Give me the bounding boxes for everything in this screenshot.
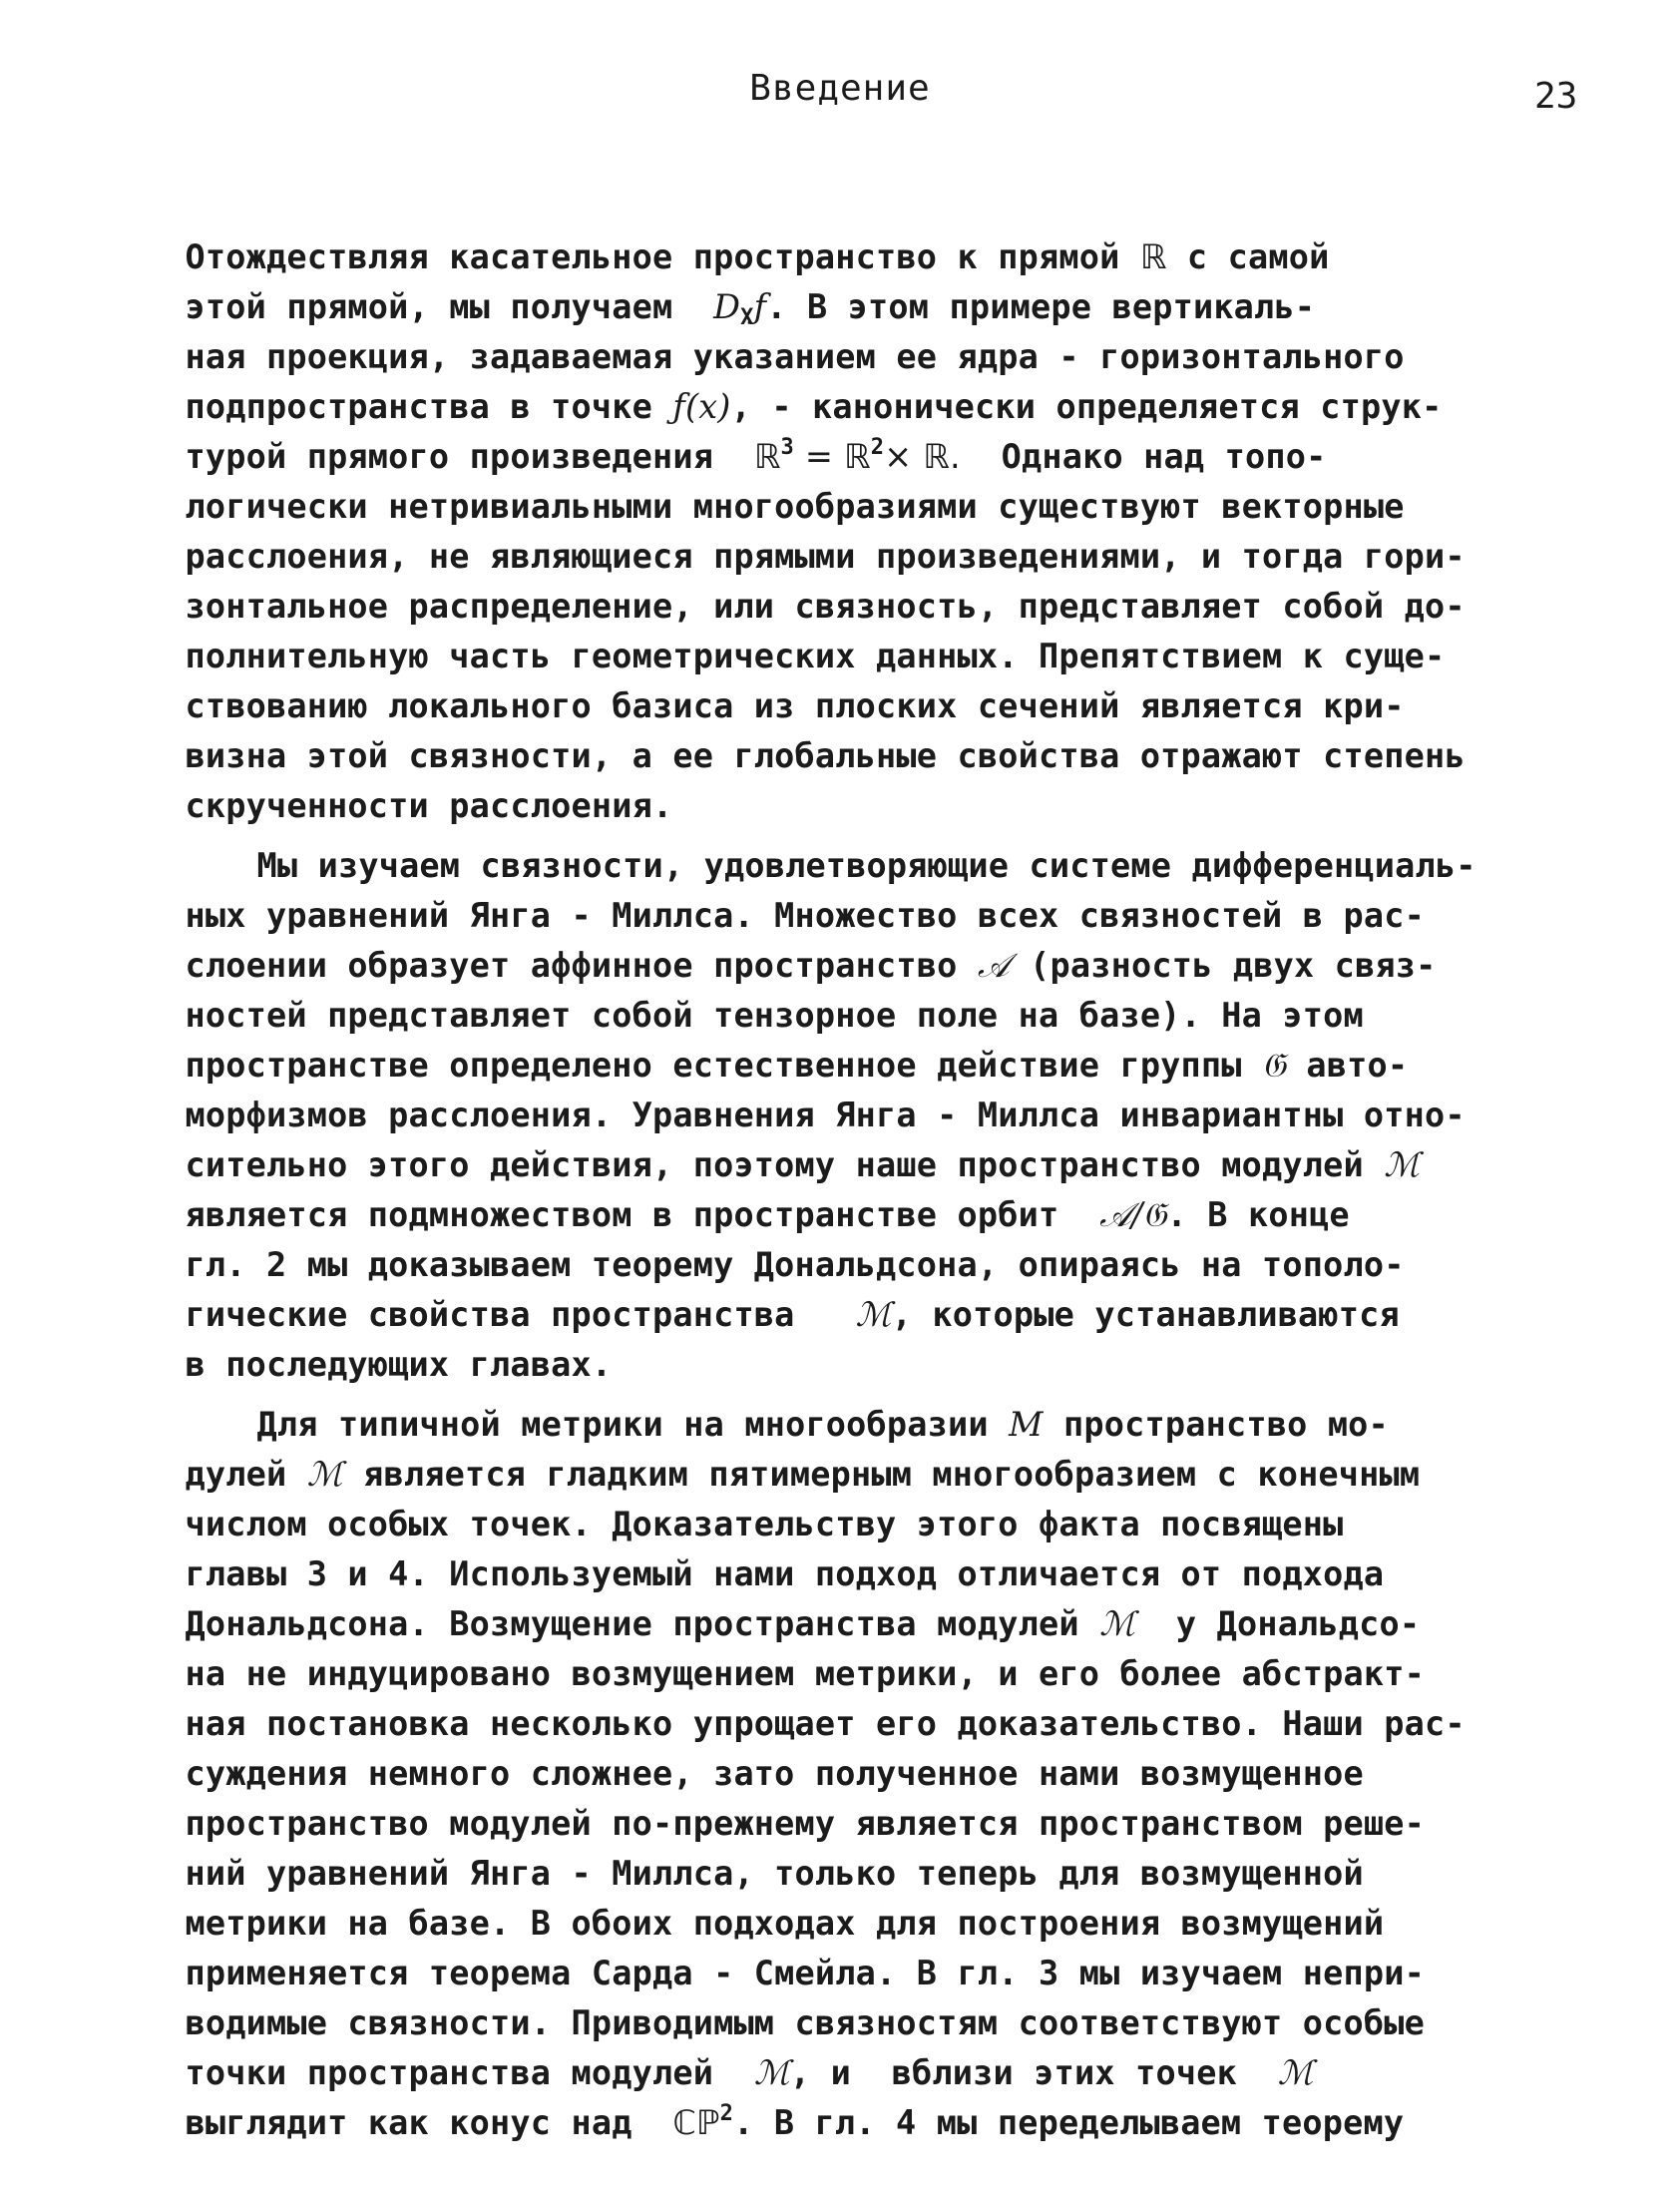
text-run: гл. 2 мы доказываем теорему Дональдсона, опираясь на тополо-: [185, 1245, 1405, 1284]
text-line: [104, 2048, 1570, 2142]
text-line: [104, 1949, 1570, 2042]
text-run: в последующих главах.: [185, 1345, 613, 1384]
math-symbol: ℝ: [753, 437, 781, 476]
math-symbol: ℳ: [1099, 1604, 1136, 1643]
text-run: с самой: [1166, 237, 1330, 276]
text-run: пространство мо-: [1043, 1405, 1389, 1444]
text-line: [104, 1190, 1570, 1284]
math-superscript: 3: [780, 435, 794, 460]
text-line: [104, 731, 1570, 825]
text-run: (разность двух связ-: [1009, 946, 1437, 985]
math-expression: 𝒜/𝔊: [1099, 1195, 1167, 1234]
math-subscript: X: [740, 305, 754, 330]
text-line: [104, 841, 1570, 935]
math-symbol: ℂℙ: [672, 2103, 720, 2142]
text-run: морфизмов расслоения. Уравнения Янга - Миллса инвариантны отно-: [185, 1096, 1466, 1134]
math-symbol: ℝ: [1139, 237, 1167, 276]
math-expression: × ℝ.: [884, 437, 961, 476]
text-run: сительно этого действия, поэтому наше пространство модулей: [185, 1145, 1385, 1184]
text-run: подпространства в точке: [185, 387, 673, 426]
text-run: ных уравнений Янга - Миллса. Множество всех связностей в рас-: [185, 896, 1425, 935]
text-line: [104, 941, 1570, 1035]
text-run: ная проекция, задаваемая указанием ее ядра - горизонтального: [185, 337, 1405, 376]
text-line: [104, 681, 1570, 775]
text-run: , - канонически определяется струк-: [730, 387, 1443, 426]
text-line: [176, 1350, 1642, 1444]
text-run: на не индуцировано возмущением метрики, и его более абстракт-: [185, 1654, 1425, 1693]
math-symbol: D: [713, 287, 741, 326]
text-line: [104, 1140, 1570, 1234]
text-run: применяется теорема Сарда - Смейла. В гл. 3 мы изучаем непри-: [185, 1954, 1425, 1992]
text-line: [104, 1091, 1570, 1184]
text-run: точки пространства модулей: [185, 2053, 754, 2092]
text-run: . В гл. 4 мы переделываем теорему: [733, 2103, 1405, 2142]
text-run: авто-: [1286, 1046, 1409, 1085]
page-number: 23: [1534, 76, 1578, 117]
text-line: [104, 1549, 1570, 1643]
text-run: Отождествляя касательное пространство к прямой: [185, 237, 1140, 276]
text-run: слоении образует аффинное пространство: [185, 946, 978, 985]
text-run: скрученности расслоения.: [185, 786, 673, 825]
text-line: [104, 1240, 1570, 1334]
text-line: [104, 1849, 1570, 1943]
text-run: , и вблизи этих точек: [789, 2053, 1278, 2092]
text-run: является гладким пятимерным многообразием с конечным: [342, 1455, 1421, 1494]
math-expression: ƒ(x): [672, 387, 731, 426]
text-run: дулей: [185, 1455, 307, 1494]
text-run: является подмножеством в пространстве орбит: [185, 1195, 1100, 1234]
text-run: суждения немного сложнее, зато полученное нами возмущенное: [185, 1754, 1364, 1793]
text-line: [104, 1599, 1570, 1693]
text-run: полнительную часть геометрических данных. Препятствием к суще-: [185, 637, 1446, 675]
text-run: ний уравнений Янга - Миллса, только теперь для возмущенной: [185, 1854, 1364, 1893]
text-run: ствованию локального базиса из плоских сечений является кри-: [185, 686, 1405, 725]
text-line: [104, 1400, 1570, 1494]
math-superscript: 2: [870, 435, 885, 460]
text-line: [104, 382, 1570, 476]
text-run: Однако над топо-: [960, 437, 1327, 476]
text-line: [104, 1290, 1570, 1384]
text-line: [104, 432, 1570, 526]
text-run: гические свойства пространства: [185, 1295, 856, 1334]
text-line: [104, 332, 1570, 426]
text-run: турой прямого произведения: [185, 437, 754, 476]
text-run: визна этой связности, а ее глобальные свойства отражают степень: [185, 736, 1466, 775]
text-run: Мы изучаем связности, удовлетворяющие системе дифференциаль-: [256, 846, 1476, 885]
math-symbol: 𝒜: [977, 946, 1010, 985]
text-run: выглядит как конус над: [185, 2103, 673, 2142]
text-line: [104, 1899, 1570, 1992]
text-line: [104, 1749, 1570, 1843]
text-run: ностей представляет собой тензорное поле на базе). На этом: [185, 996, 1364, 1035]
text-line: [104, 582, 1570, 675]
text-line: [104, 1500, 1570, 1593]
text-line: [104, 1699, 1570, 1793]
text-run: расслоения, не являющиеся прямыми произведениями, и тогда гори-: [185, 537, 1466, 576]
text-line: [176, 791, 1642, 885]
math-symbol: M: [1009, 1405, 1044, 1444]
text-line: [104, 1649, 1570, 1743]
text-run: пространстве определено естественное действие группы: [185, 1046, 1263, 1085]
text-line: [104, 891, 1570, 985]
text-run: . В конце: [1166, 1195, 1350, 1234]
text-run: , которые устанавливаются: [891, 1295, 1400, 1334]
text-run: зонтальное распределение, или связность, представляет собой до-: [185, 587, 1466, 626]
math-symbol: ƒ: [753, 287, 767, 326]
text-run: ная постановка несколько упрощает его доказательство. Наши рас-: [185, 1704, 1466, 1743]
text-line: [104, 1450, 1570, 1543]
text-run: водимые связности. Приводимым связностям соответствуют особые: [185, 2003, 1425, 2042]
text-run: главы 3 и 4. Используемый нами подход отличается от подхода: [185, 1554, 1385, 1593]
text-line: [104, 1799, 1570, 1893]
math-symbol: ℳ: [306, 1455, 343, 1494]
math-symbol: 𝔊: [1262, 1046, 1287, 1085]
text-run: Дональдсона. Возмущение пространства модулей: [185, 1604, 1100, 1643]
text-run: Для типичной метрики на многообразии: [256, 1405, 1010, 1444]
text-line: [104, 282, 1570, 376]
math-symbol: ℳ: [753, 2053, 790, 2092]
text-line: [104, 232, 1570, 330]
text-line: [104, 532, 1570, 626]
math-expression: = ℝ: [794, 437, 871, 476]
text-line: [104, 991, 1570, 1085]
text-run: . В этом примере вертикаль-: [766, 287, 1316, 326]
text-run: пространство модулей по-прежнему является пространством реше-: [185, 1804, 1425, 1843]
text-line: [104, 482, 1570, 576]
text-line: [104, 1041, 1570, 1134]
text-run: метрики на базе. В обоих подходах для построения возмущений: [185, 1904, 1385, 1943]
text-run: у Дональдсо-: [1135, 1604, 1421, 1643]
math-symbol: ℳ: [855, 1295, 892, 1334]
running-header: Введение: [749, 68, 931, 109]
math-symbol: ℳ: [1277, 2053, 1314, 2092]
text-line: [104, 632, 1570, 725]
text-run: логически нетривиальными многообразиями существуют векторные: [185, 487, 1405, 526]
text-line: [104, 183, 1570, 276]
text-line: [104, 1998, 1570, 2092]
text-run: этой прямой, мы получаем: [185, 287, 714, 326]
math-symbol: ℳ: [1384, 1145, 1421, 1184]
math-superscript: 2: [719, 2101, 734, 2126]
text-run: числом особых точек. Доказательству этого факта посвящены: [185, 1505, 1344, 1543]
